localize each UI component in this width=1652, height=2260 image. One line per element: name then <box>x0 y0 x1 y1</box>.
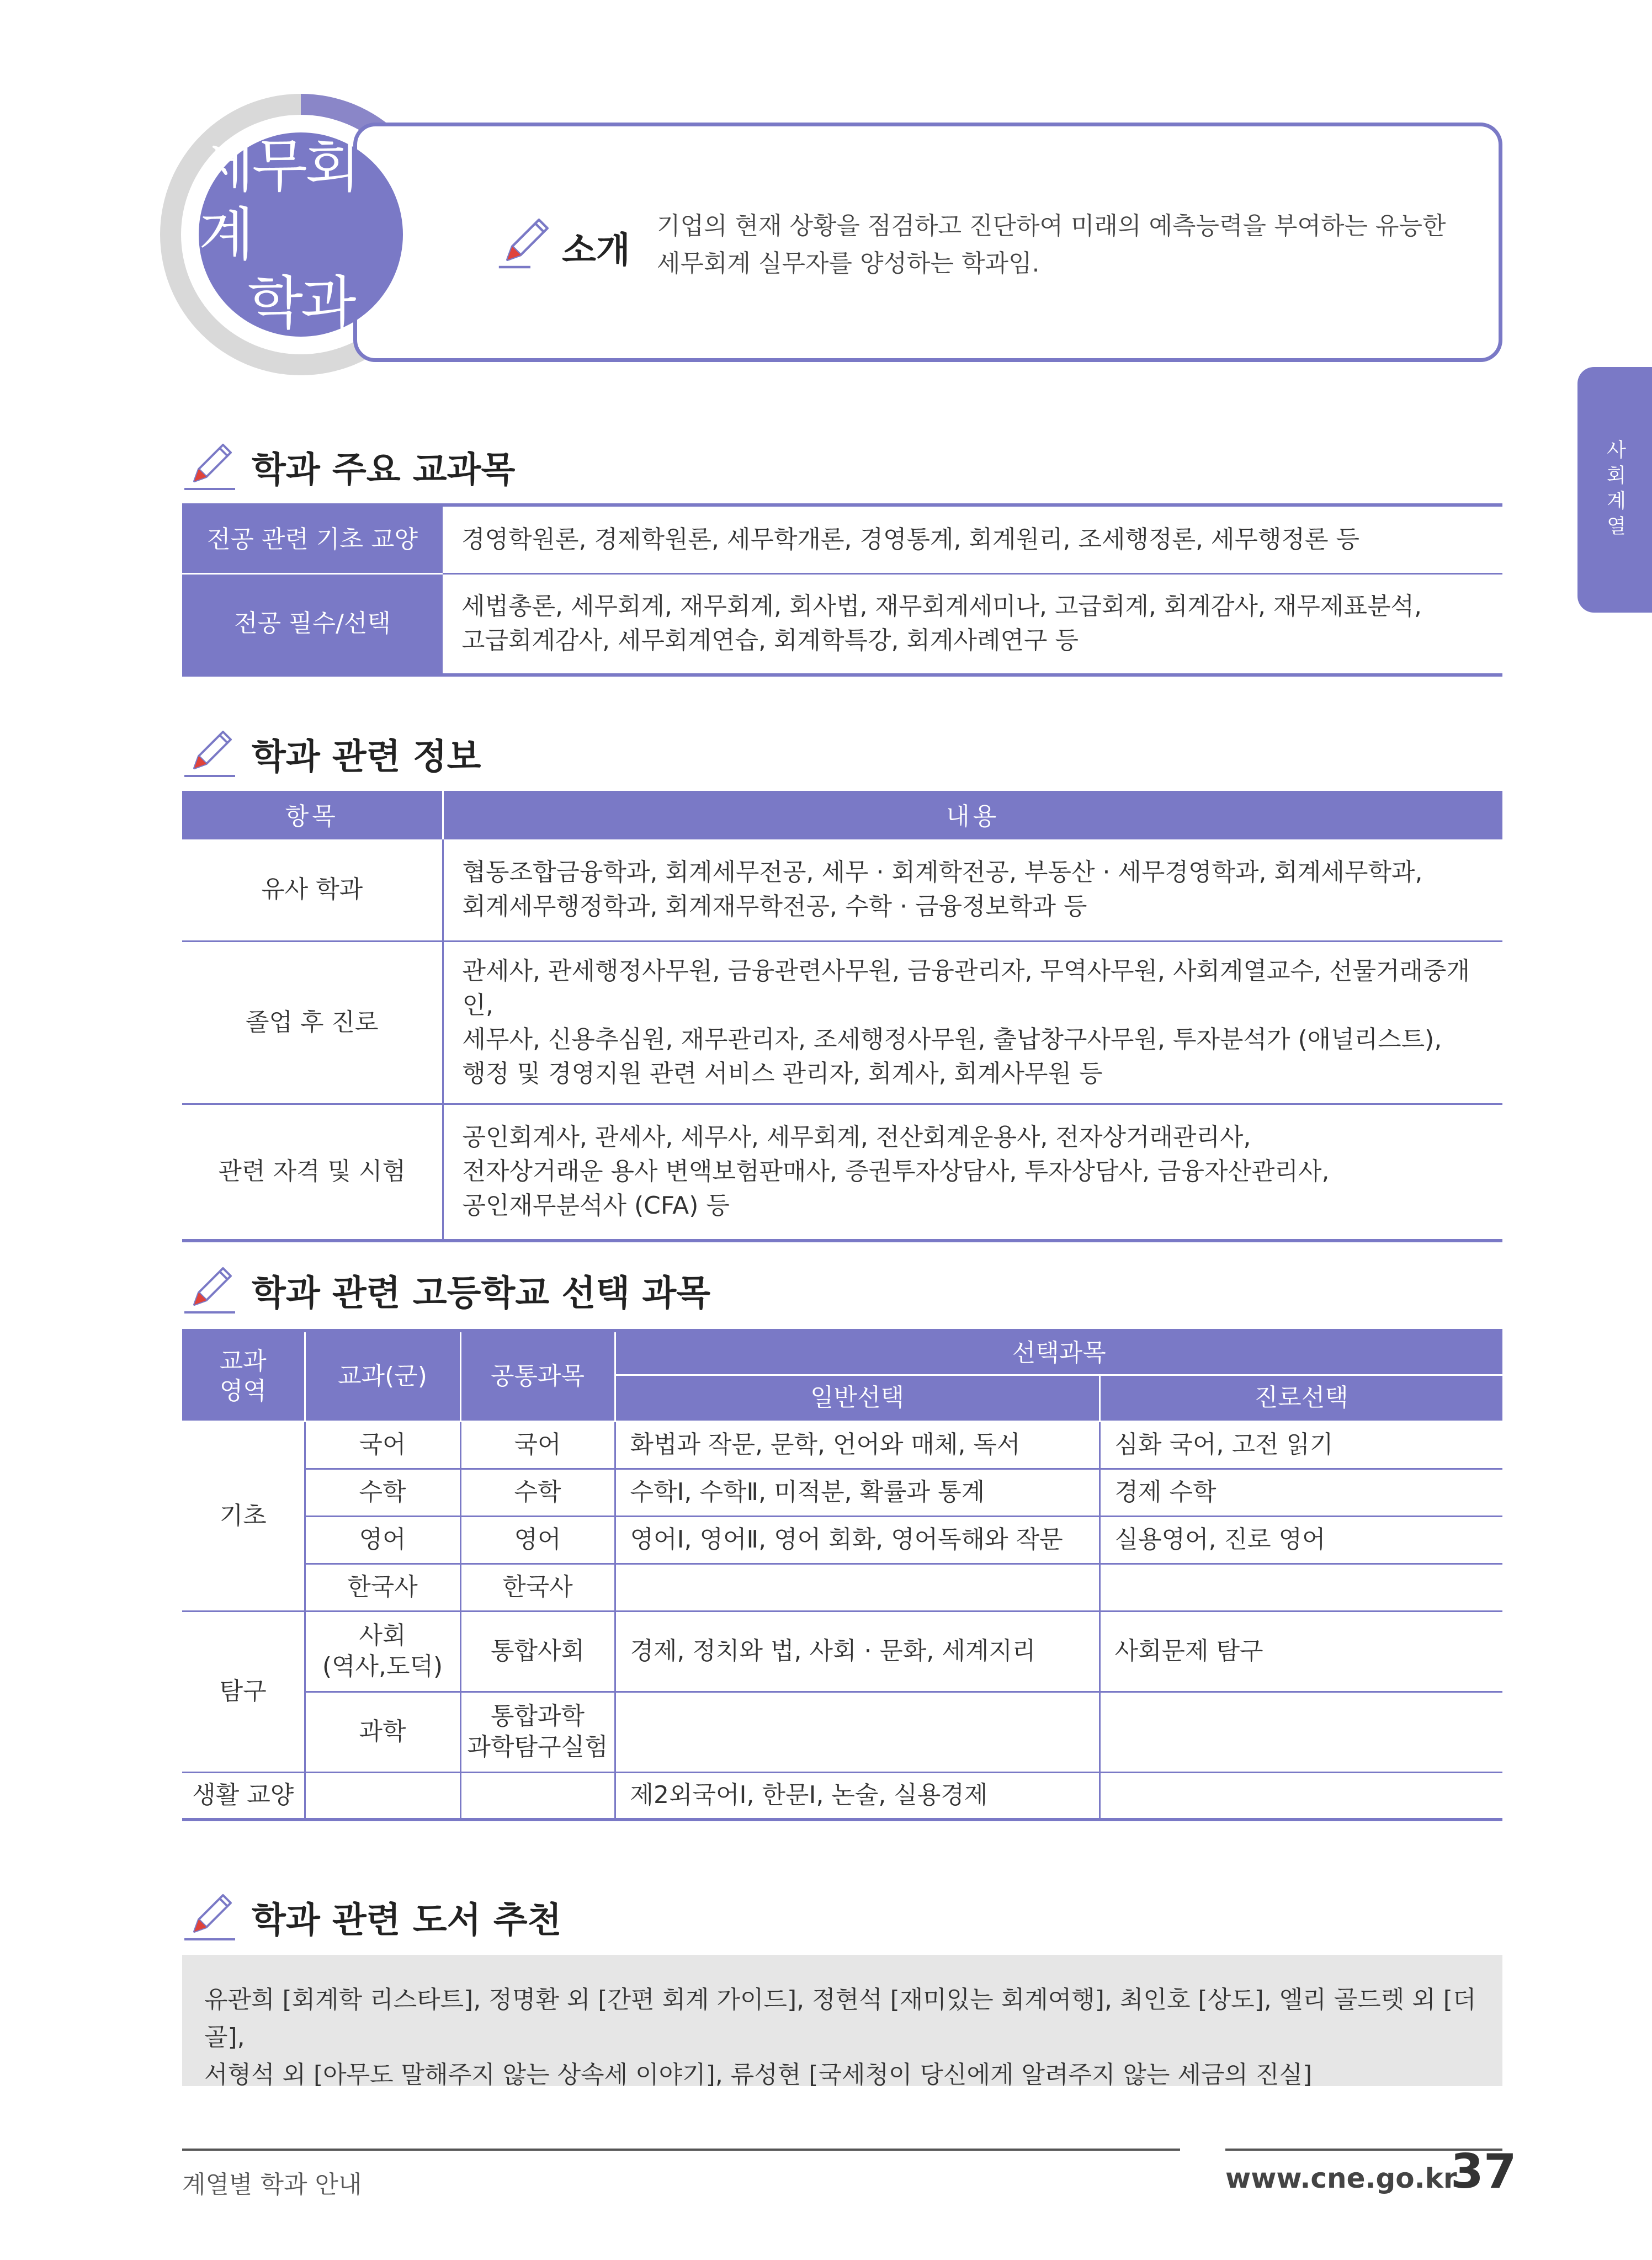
table-header-row <box>182 791 1502 838</box>
header-elective: 선택과목 <box>615 1331 1502 1375</box>
pencil-icon <box>494 212 555 273</box>
table-row <box>182 1692 1502 1772</box>
content-line: 공인회계사, 관세사, 세무사, 세무회계, 전산회계운용사, 전자상거래관리사, <box>462 1123 1251 1152</box>
table-row <box>182 1104 1502 1241</box>
area-cell: 탐구 <box>182 1611 305 1772</box>
common-line: 과학탐구실험 <box>467 1733 608 1761</box>
row-label: 졸업 후 진로 <box>182 941 443 1104</box>
row-content <box>443 573 1502 675</box>
header-common: 공통과목 <box>460 1331 615 1421</box>
common-cell <box>460 1772 615 1820</box>
subject-cell <box>305 1772 460 1820</box>
row-label: 전공 필수/선택 <box>182 573 443 675</box>
content-line: 회계세무행정학과, 회계재무학전공, 수학 · 금융정보학과 등 <box>462 892 1087 921</box>
book-recommendations <box>182 1955 1502 2089</box>
content-line: 협동조합금융학과, 회계세무전공, 세무 · 회계학전공, 부동산 · 세무경영학과, 회계세무학과, <box>462 858 1423 886</box>
header-subject: 교과(군) <box>305 1331 460 1421</box>
related-info-table <box>182 791 1502 1242</box>
category-side-tab[interactable] <box>1577 367 1652 613</box>
table-row <box>182 505 1502 573</box>
section-heading-related-info <box>182 723 481 784</box>
intro-label: 소개 <box>562 230 630 271</box>
table-row <box>182 573 1502 675</box>
career-cell <box>1099 1692 1502 1772</box>
header-area <box>182 1331 305 1421</box>
career-cell: 실용영어, 진로 영어 <box>1099 1516 1502 1564</box>
header-area-line: 영역 <box>219 1376 267 1405</box>
subject-cell: 한국사 <box>305 1564 460 1611</box>
pencil-icon <box>182 1259 237 1320</box>
content-line: 행정 및 경영지원 관련 서비스 관리자, 회계사, 회계사무원 등 <box>462 1059 1103 1088</box>
section-title: 학과 관련 고등학교 선택 과목 <box>252 1273 711 1314</box>
header-general: 일반선택 <box>615 1375 1099 1421</box>
row-content <box>443 505 1502 573</box>
book-line: 서형석 외 [아무도 말해주지 않는 상속세 이야기], 류성현 [국세청이 당신에게 알려주지 않는 세금의 진실] <box>204 2061 1313 2089</box>
common-cell: 통합사회 <box>460 1611 615 1692</box>
general-cell: 경제, 정치와 법, 사회 · 문화, 세계지리 <box>615 1611 1099 1692</box>
area-cell: 기초 <box>182 1421 305 1611</box>
career-cell: 심화 국어, 고전 읽기 <box>1099 1421 1502 1469</box>
book-line: 유관희 [회계학 리스타트], 정명환 외 [간편 회계 가이드], 정현석 [재미있는 회계여행], 최인호 [상도], 엘리 골드렛 외 [더골], <box>204 1986 1476 2051</box>
major-courses-table <box>182 503 1502 677</box>
common-cell: 영어 <box>460 1516 615 1564</box>
subject-cell <box>305 1611 460 1692</box>
department-badge <box>199 132 403 337</box>
common-line: 통합과학 <box>490 1702 585 1730</box>
content-line: 세법총론, 세무회계, 재무회계, 회사법, 재무회계세미나, 고급회계, 회계감사, 재무제표분석, <box>461 592 1422 621</box>
subject-line: 사회 <box>359 1621 406 1650</box>
table-row <box>182 1611 1502 1692</box>
section-title: 학과 관련 도서 추천 <box>252 1900 562 1941</box>
section-heading-books <box>182 1886 561 1947</box>
section-title: 학과 주요 교과목 <box>252 450 516 491</box>
header-content: 내용 <box>443 791 1502 838</box>
general-cell: 영어Ⅰ, 영어Ⅱ, 영어 회화, 영어독해와 작문 <box>615 1516 1099 1564</box>
career-cell: 경제 수학 <box>1099 1469 1502 1516</box>
badge-line-2: 학과 <box>247 269 354 337</box>
page-number: 37 <box>1451 2144 1517 2199</box>
badge-line-1: 세무회계 <box>199 132 359 268</box>
header-item: 항목 <box>182 791 443 838</box>
table-row <box>182 1421 1502 1469</box>
general-cell <box>615 1564 1099 1611</box>
general-cell: 화법과 작문, 문학, 언어와 매체, 독서 <box>615 1421 1099 1469</box>
subject-cell: 과학 <box>305 1692 460 1772</box>
footer-url-link[interactable]: www.cne.go.kr <box>1225 2162 1457 2194</box>
side-tab-label: 사회계열 <box>1603 439 1626 541</box>
table-row <box>182 1469 1502 1516</box>
career-cell: 사회문제 탐구 <box>1099 1611 1502 1692</box>
pencil-icon <box>182 723 237 784</box>
career-cell <box>1099 1772 1502 1820</box>
row-content <box>443 941 1502 1104</box>
footer-divider <box>182 2149 1180 2151</box>
common-cell: 수학 <box>460 1469 615 1516</box>
content-line: 전자상거래운 용사 변액보험판매사, 증권투자상담사, 투자상담사, 금융자산관리사, <box>462 1157 1330 1186</box>
table-row <box>182 941 1502 1104</box>
common-cell: 한국사 <box>460 1564 615 1611</box>
pencil-icon <box>182 1886 237 1947</box>
content-line: 경영학원론, 경제학원론, 세무학개론, 경영통계, 회계원리, 조세행정론, 세무행정론 등 <box>461 525 1359 554</box>
content-line: 공인재무분석사 (CFA) 등 <box>462 1192 730 1220</box>
table-header-row <box>182 1331 1502 1375</box>
subject-cell: 수학 <box>305 1469 460 1516</box>
section-title: 학과 관련 정보 <box>252 737 481 778</box>
row-content <box>443 1104 1502 1241</box>
row-content <box>443 838 1502 941</box>
table-row <box>182 838 1502 941</box>
table-row <box>182 1772 1502 1820</box>
subject-cell: 영어 <box>305 1516 460 1564</box>
area-cell: 생활 교양 <box>182 1772 305 1820</box>
table-row <box>182 1516 1502 1564</box>
header-area-line: 교과 <box>219 1347 267 1375</box>
header-career: 진로선택 <box>1099 1375 1502 1421</box>
footer-title: 계열별 학과 안내 <box>182 2171 362 2199</box>
hs-courses-table <box>182 1329 1502 1821</box>
intro-text: 기업의 현재 상황을 점검하고 진단하여 미래의 예측능력을 부여하는 유능한 세무회계 실무자를 양성하는 학과임. <box>657 212 1446 278</box>
pencil-icon <box>182 436 237 497</box>
content-line: 고급회계감사, 세무회계연습, 회계학특강, 회계사례연구 등 <box>461 626 1079 655</box>
content-line: 관세사, 관세행정사무원, 금융관련사무원, 금융관리자, 무역사무원, 사회계열교수, 선물거래중개인, <box>462 956 1470 1019</box>
table-row <box>182 1564 1502 1611</box>
common-cell <box>460 1692 615 1772</box>
common-cell: 국어 <box>460 1421 615 1469</box>
career-cell <box>1099 1564 1502 1611</box>
subject-cell: 국어 <box>305 1421 460 1469</box>
section-heading-hs-courses <box>182 1259 710 1320</box>
general-cell <box>615 1692 1099 1772</box>
content-line: 세무사, 신용추심원, 재무관리자, 조세행정사무원, 출납창구사무원, 투자분석가 (애널리스트), <box>462 1025 1442 1054</box>
subject-line: (역사,도덕) <box>322 1652 443 1681</box>
section-heading-major-courses <box>182 436 515 497</box>
row-label: 관련 자격 및 시험 <box>182 1104 443 1241</box>
general-cell: 제2외국어Ⅰ, 한문Ⅰ, 논술, 실용경제 <box>615 1772 1099 1820</box>
general-cell: 수학Ⅰ, 수학Ⅱ, 미적분, 확률과 통계 <box>615 1469 1099 1516</box>
row-label: 전공 관련 기초 교양 <box>182 505 443 573</box>
row-label: 유사 학과 <box>182 838 443 941</box>
